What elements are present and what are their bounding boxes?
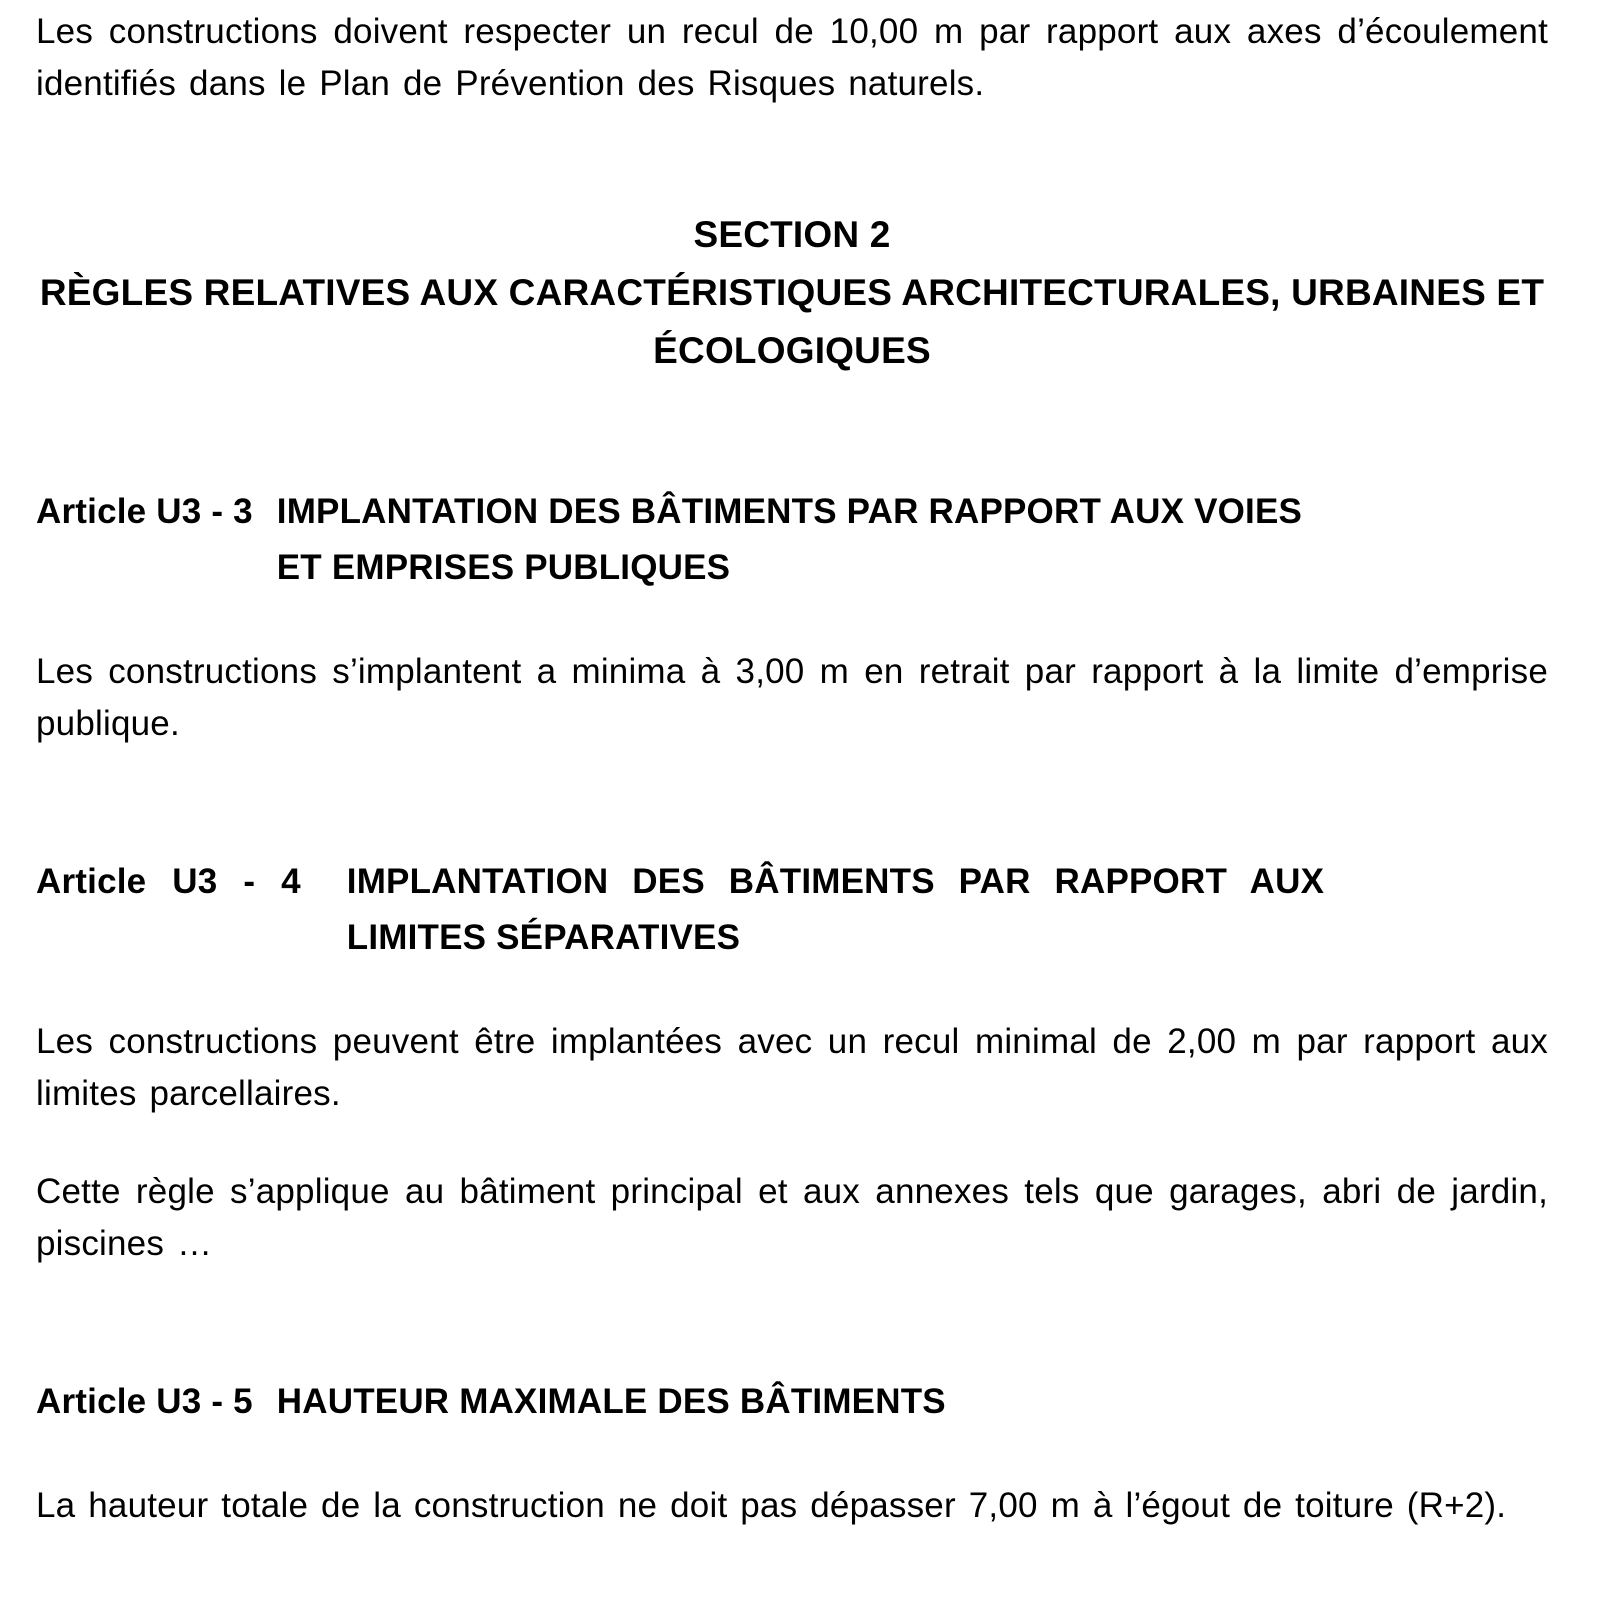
article-title (277, 1374, 1548, 1430)
article-paragraph: Cette règle s’applique au bâtiment principal et aux annexes tels que garages, abri de jardin, piscines … (36, 1172, 1548, 1263)
article-heading (36, 484, 1548, 596)
article-paragraph: Les constructions s’implantent a minima à 3,00 m en retrait par rapport à la limite d’emprise publique. (36, 652, 1548, 743)
section-number: SECTION 2 (693, 214, 891, 255)
article-title (277, 484, 1548, 596)
intro-paragraph: Les constructions doivent respecter un recul de 10,00 m par rapport aux axes d’écoulement identifiés dans le Plan de Prévention des Risques naturels. (36, 12, 1548, 103)
article-u3-4 (36, 854, 1548, 1270)
section-heading (36, 206, 1548, 380)
article-title-line: IMPLANTATION DES BÂTIMENTS PAR RAPPORT AUX (346, 862, 1325, 901)
article-title-line: IMPLANTATION DES BÂTIMENTS PAR RAPPORT AUX VOIES (276, 492, 1303, 531)
article-heading (36, 854, 1548, 966)
article-u3-3 (36, 484, 1548, 750)
article-label: Article U3 - 3 (36, 492, 253, 531)
article-title (347, 854, 1548, 966)
article-title-line: ET EMPRISES PUBLIQUES (276, 548, 731, 587)
section-title: RÈGLES RELATIVES AUX CARACTÉRISTIQUES ARCHITECTURALES, URBAINES ET ÉCOLOGIQUES (39, 272, 1545, 371)
article-label: Article U3 - 4 (36, 862, 301, 901)
article-heading (36, 1374, 1548, 1430)
article-u3-5 (36, 1374, 1548, 1532)
article-label: Article U3 - 5 (36, 1382, 253, 1421)
article-paragraph: La hauteur totale de la construction ne doit pas dépasser 7,00 m à l’égout de toiture (R+2). (36, 1486, 1507, 1525)
article-title-line: HAUTEUR MAXIMALE DES BÂTIMENTS (276, 1382, 946, 1421)
article-title-line: LIMITES SÉPARATIVES (346, 918, 741, 957)
article-paragraph: Les constructions peuvent être implantées avec un recul minimal de 2,00 m par rapport aux limites parcellaires. (36, 1022, 1548, 1113)
